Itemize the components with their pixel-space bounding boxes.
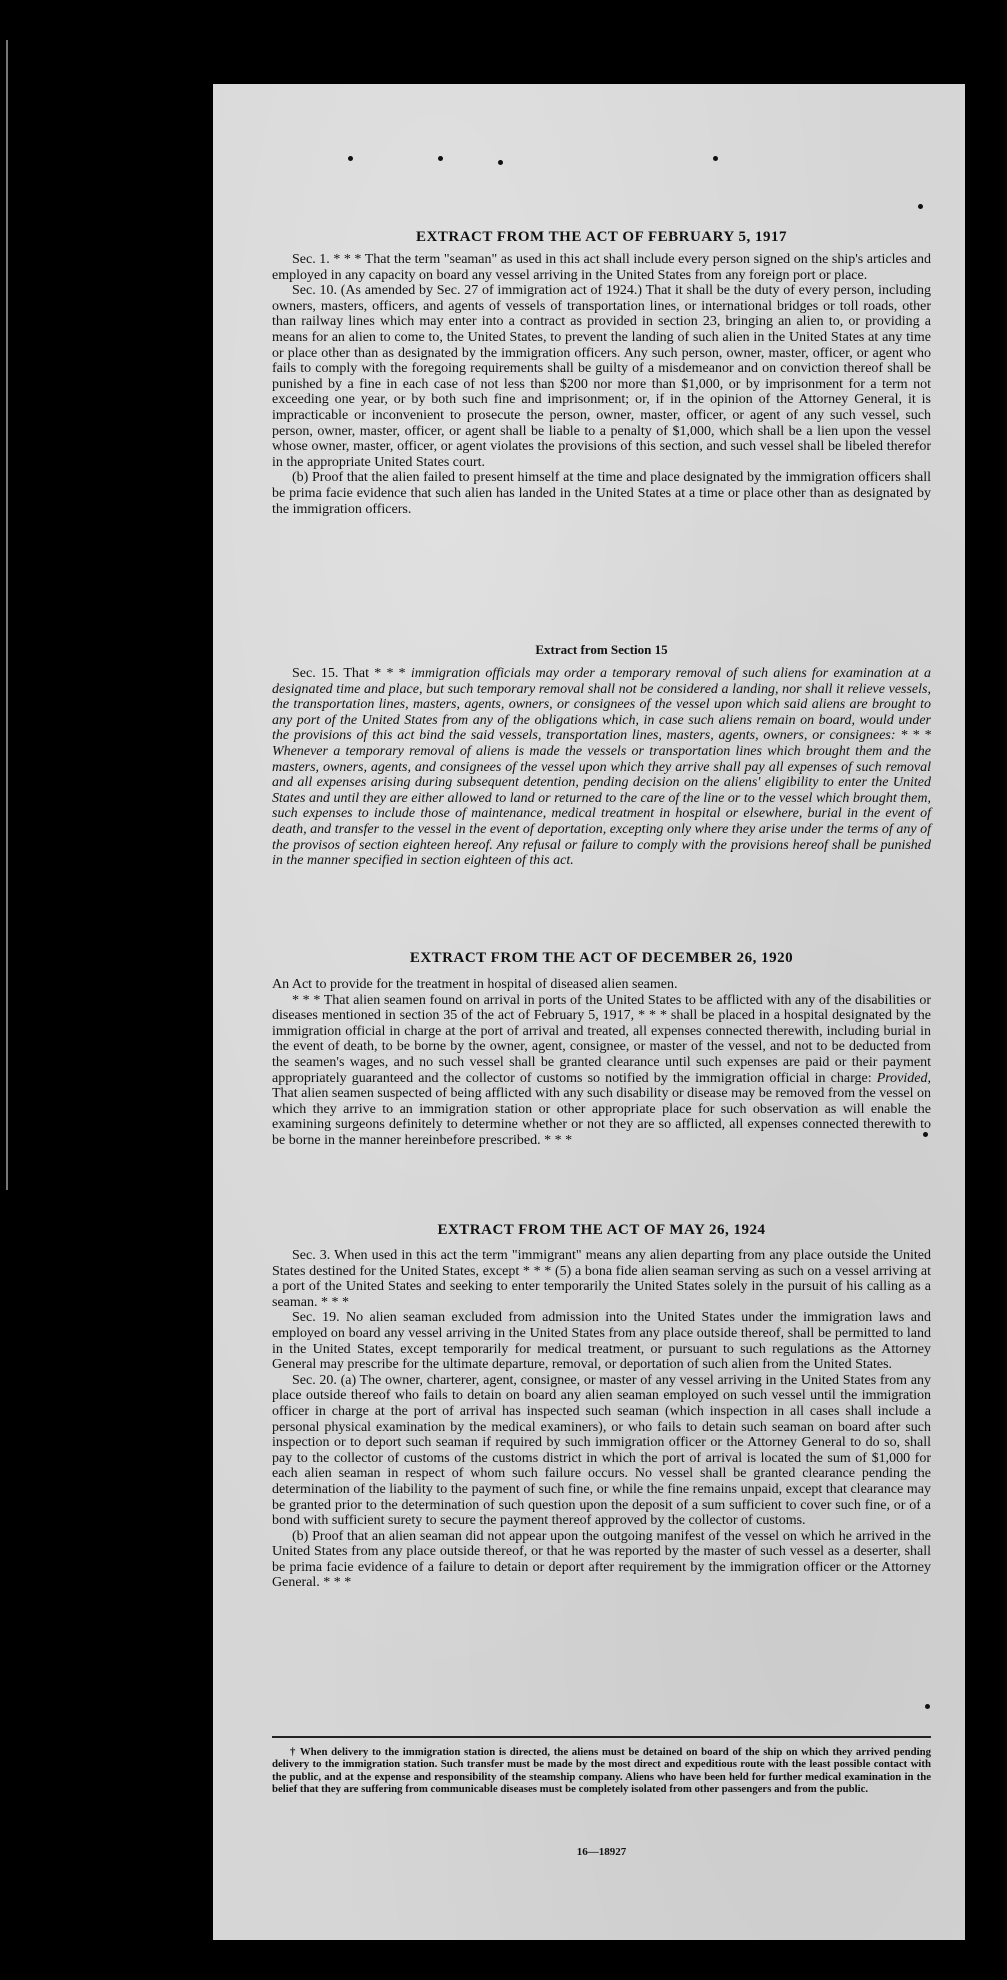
speck [348,156,353,161]
document-page [213,84,965,1940]
heading-act-1924: EXTRACT FROM THE ACT OF MAY 26, 1924 [437,1222,766,1238]
paragraph-sec-1: Sec. 1. * * * That the term "seaman" as used in this act shall include every person signed on the ship's articles and employed in any capacity on board any vessel arriving in the United States from any foreign port or place. [272,252,931,283]
speck [918,204,923,209]
speck [498,160,503,165]
paragraph-act-1920-title: An Act to provide for the treatment in hospital of diseased alien seamen. [272,977,678,992]
speck [925,1704,930,1709]
act-1920-body-a: * * * That alien seamen found on arrival in ports of the United States to be afflicted with any of the disabilities or diseases mentioned in section 35 of the act of February 5, 1917, * * * shall be placed in a hospital designated by the immigration official in charge at the port of arrival and treated, all expenses connected therewith, including burial in the event of death, to be borne by the owner, agent, consignee, or master of the vessel, and not to be deducted from the seamen's wages, and no such vessel shall be granted clearance until such expenses are paid or their payment appropriately guaranteed and the collector of customs so notified by the immigration official in charge: [272,992,931,1086]
act-1920-provided: Provided, [876,1070,931,1086]
paragraph-sec-15 [272,666,931,869]
paragraph-sec-3: Sec. 3. When used in this act the term "immigrant" means any alien departing from any place outside the United States destined for the United States, except * * * (5) a bona fide alien seaman serving as such on a vessel arriving at a port of the United States and seeking to enter temporarily the United States solely in the pursuit of his calling as a seaman. * * * [272,1248,931,1310]
sec-15-italic-text: immigration officials may order a temporary removal of such aliens for examination at a designated time and place, but such temporary removal shall not be considered a landing, nor shall it relieve vessels, the transportation lines, masters, agents, owners, or consignees of the vessel upon which said aliens are brought to any port of the United States from any of the obligations which, in case such aliens remain on board, would under the provisions of this act bind the said vessels, transportation lines, masters, agents, owners, or consignees: * * * Whenever a temporary removal of aliens is made the vessels or transportation lines which brought them and the masters, owners, agents, and consignees of the vessel upon which they arrive shall pay all expenses of such removal and all expenses arising during subsequent detention, pending decision on the aliens' eligibility to enter the United States and until they are either allowed to land or returned to the care of the line or to the vessel which brought them, such expenses to include those of maintenance, medical treatment in hospital or elsewhere, burial in the event of death, and transfer to the vessel in the event of deportation, excepting only where they arise under the terms of any of the provisos of section eighteen hereof. Any refusal or failure to comply with the provisions hereof shall be punished in the manner specified in section eighteen of this act. [272,666,931,869]
paragraph-sec-20-b: (b) Proof that an alien seaman did not appear upon the outgoing manifest of the vessel on which he arrived in the United States from any place outside thereof, or that he was reported by the master of such vessel as a deserter, shall be prima facie evidence of a failure to detain or deport after requirement by the immigration officer or the Attorney General. * * * [272,1528,931,1591]
footnote [272,1746,931,1796]
scan-edge-mark [6,40,8,1190]
paragraph-sec-10: Sec. 10. (As amended by Sec. 27 of immigration act of 1924.) That it shall be the duty of every person, including owners, masters, officers, and agents of vessels of transportation lines, or international bridges or toll roads, other than railway lines which may enter into a contract as provided in section 23, bringing an alien to, or providing a means for an alien to come to, the United States, to prevent the landing of such alien in the United States at any time or place other than as designated by the immigration officers. Any such person, owner, master, officer, or agent who fails to comply with the foregoing requirements shall be guilty of a misdemeanor and on conviction thereof shall be punished by a fine in each case of not less than $200 nor more than $1,000, or by imprisonment for a term not exceeding one year, or by both such fine and imprisonment; or, if in the opinion of the Attorney General, it is impracticable or inconvenient to prosecute the person, owner, master, officer, or agent of any such vessel, such person, owner, master, officer, or agent shall be liable to a penalty of $1,000, which shall be a lien upon the vessel whose owner, master, officer, or agent violates the provisions of this section, and such vessel shall be libeled therefor in the appropriate United States court. [272,283,931,470]
sec-15-lead: Sec. 15. That * * * [292,666,411,681]
act-1920-body-b: That alien seamen suspected of being afflicted with any such disability or disease may be removed from the vessel on which they arrive to an immigration station or other appropriate place for such observation as will enable the examining surgeons definitely to determine whether or not they are so afflicted, all expenses connected therewith to be borne in the manner hereinbefore prescribed. * * * [272,1086,931,1148]
heading-act-1920: EXTRACT FROM THE ACT OF DECEMBER 26, 1920 [409,950,794,966]
section-act-1917 [272,252,931,517]
paragraph-sec-20-a: Sec. 20. (a) The owner, charterer, agent, consignee, or master of any vessel arriving in the United States from any place outside thereof who fails to detain on board any alien seaman employed on such vessel until the immigration officer in charge at the port of arrival has inspected such seaman (which inspection in all cases shall include a personal physical examination by the medical examiners), or who fails to detain such seaman on board after such inspection or to deport such seaman if required by such immigration officer or the Attorney General to do so, shall pay to the collector of customs of the customs district in which the port of arrival is located the sum of $1,000 for each alien seaman in respect of whom such failure occurs. No vessel shall be granted clearance pending the determination of the liability to the payment of such fine, or while the fine remains unpaid, except that clearance may be granted prior to the determination of such question upon the deposit of a sum sufficient to cover such fine, or of a bond with sufficient surety to secure the payment thereof approved by the collector of customs. [272,1372,931,1529]
speck [713,156,718,161]
heading-section-15: Extract from Section 15 [535,642,668,657]
section-15 [272,666,931,869]
print-code: 16—18927 [576,1846,627,1858]
footnote-text: † When delivery to the immigration station is directed, the aliens must be detained on board of the ship on which they arrived pending delivery to the immigration station. Such transfer must be made by the most direct and expeditious route with the least possible contact with the public, and at the expense and responsibility of the steamship company. Aliens who have been held for further medical examination in the belief that they are suffering from communicable diseases must be completely isolated from other passengers and from the public. [272,1746,931,1796]
footnote-divider [272,1736,931,1738]
section-act-1920 [272,977,931,1149]
section-act-1924 [272,1248,931,1591]
paragraph-sec-19: Sec. 19. No alien seaman excluded from admission into the United States under the immigration laws and employed on board any vessel arriving in the United States from any place outside thereof, shall be permitted to land in the United States, except temporarily for medical treatment, or pursuant to such regulations as the Attorney General may prescribe for the ultimate departure, removal, or deportation of such alien from the United States. [272,1310,931,1373]
paragraph-act-1920-body [272,993,931,1149]
paragraph-sec-10-b: (b) Proof that the alien failed to present himself at the time and place designated by the immigration officers shall be prima facie evidence that such alien has landed in the United States at a time or place other than as designated by the immigration officers. [272,470,931,517]
speck [438,156,443,161]
heading-act-1917: EXTRACT FROM THE ACT OF FEBRUARY 5, 1917 [416,229,787,245]
